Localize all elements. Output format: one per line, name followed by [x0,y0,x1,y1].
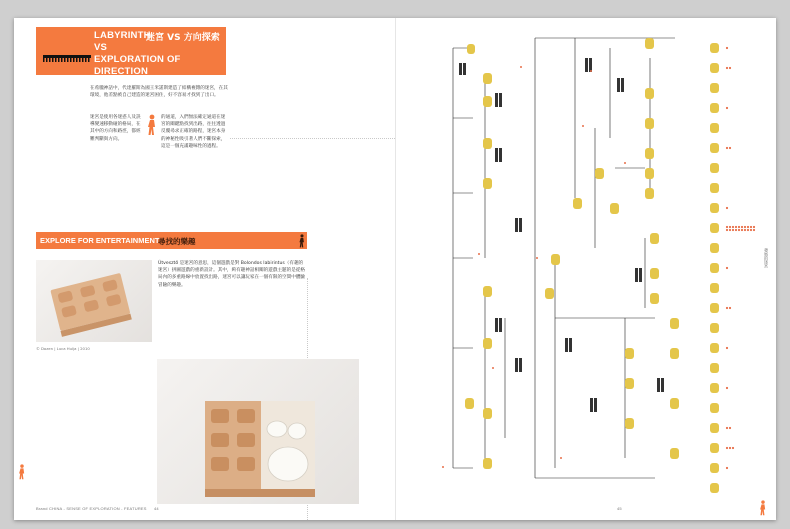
divider [230,138,395,139]
walking-figure-icon [759,500,767,516]
section-body: Útvesztő 是迷宮的意思，這個遊戲是對 Bolondos labirintus（有趣的迷宮）拼圖遊戲的重新設計。其中，夠有趣神話相關的遊戲主題的是從格局內的多重路線中放置找出路，迷宮可以讓玩家在一個有限的空間中體驗冒險的樂趣。 [158,261,306,288]
boxed-puzzle-illustration [157,359,359,504]
title-chinese: 迷宮 VS 方向探索 [146,33,220,43]
section-title-english: EXPLORE FOR ENTERTAINMENT [40,236,160,245]
section-bar [36,232,307,249]
wooden-puzzle-illustration [36,260,152,342]
section-title-chinese: 尋找的樂趣 [158,236,196,246]
intro-paragraph: 在希臘神話中，代達羅斯為國王米諾斯建造了結構複雜的迷宮，在其環境，他差點被自己建造的迷宮困住，好不容易才找到了出口。 [90,86,228,99]
right-page [395,18,776,520]
lineage-tree-diagram [395,18,776,520]
boxed-puzzle-photo [157,359,359,504]
page-number-right: 45 [617,506,622,511]
intro-paragraph-right: 的通道，入們無法確定通道在迷宮的關鍵點找到出路，往往透過反覆尋求正確的路程，迷宮本身的神秘性吸引著人們不斷探索，這是一個充滿趣味性的過程。 [161,115,226,149]
walking-figure-icon [147,114,157,136]
magazine-spread [14,18,776,520]
intro-paragraph-left: 迷宮是使用各迷惑人及誤導變速移動碰的格局，在其中的方向和路徑，都經難判斷與方向。 [90,115,141,142]
puzzle-photo [36,260,152,342]
vertical-section-label: 發展的迷宮 [764,248,769,268]
left-page [14,18,395,520]
photo-caption: © Dozen | Luca Hulja | 2010 [36,346,90,351]
walking-figure-icon [298,234,306,248]
title-english: LABYRINTH VS EXPLORATION OF DIRECTION [94,30,181,77]
title-block [36,27,226,75]
walking-figure-icon [18,464,26,480]
icon-column [710,43,755,493]
footer-title: Brand CHINA - SENSE OF EXPLORATION - FEATURES [36,506,147,511]
page-number-left: 44 [153,506,159,511]
footer-left [36,506,159,511]
comb-icon [42,53,92,63]
